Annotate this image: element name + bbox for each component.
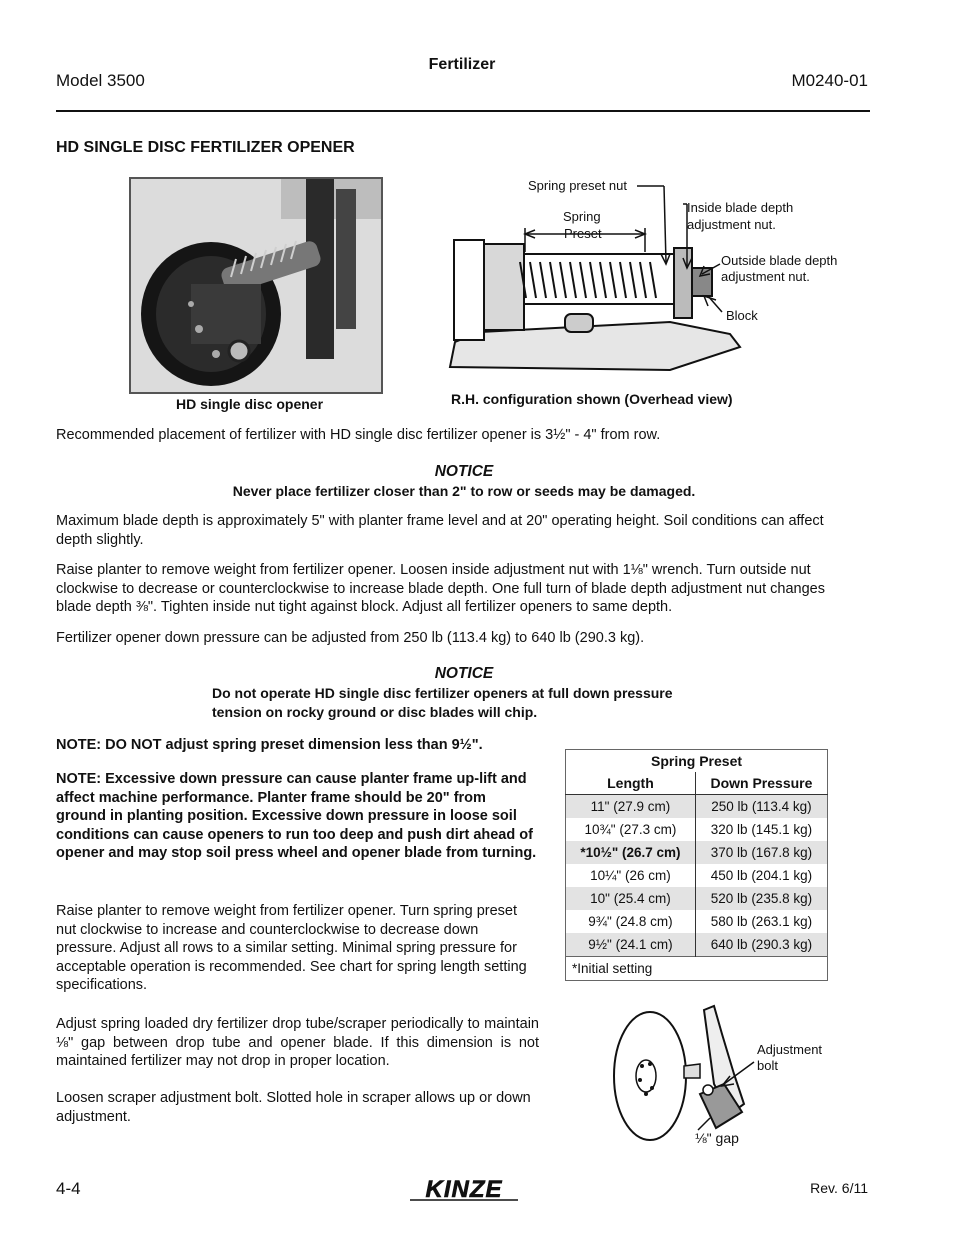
- scraper-diagram: [604, 1004, 864, 1154]
- table-row: [566, 864, 828, 887]
- table-footnote: *Initial setting: [566, 957, 828, 981]
- table-row: [566, 933, 828, 957]
- paragraph-drop-tube: Adjust spring loaded dry fertilizer drop tube/scraper periodically to maintain ⅛" gap between drop tube and opener blade. If this dimension is not maintained fertilizer may not drop in proper location.: [56, 1016, 539, 1069]
- table-row: [566, 910, 828, 933]
- chapter-title: Fertilizer: [428, 56, 496, 73]
- notice-text-1: Never place fertilizer closer than 2" to row or seeds may be damaged.: [232, 483, 696, 499]
- label-block: Block: [726, 308, 758, 323]
- notice-text-2b: tension on rocky ground or disc blades will chip.: [212, 704, 538, 720]
- label-outside-nut-2: adjustment nut.: [721, 269, 810, 284]
- table-cell-length: 10¼" (26 cm): [566, 864, 696, 887]
- paragraph-blade-depth: Maximum blade depth is approximately 5" with planter frame level and at 20" operating height. Soil conditions can affect depth slightly.: [56, 513, 824, 548]
- label-preset: Preset: [564, 226, 602, 241]
- header-divider: [56, 110, 870, 112]
- table-cell-length: 11" (27.9 cm): [566, 795, 696, 819]
- paragraph-scraper: Loosen scraper adjustment bolt. Slotted hole in scraper allows up or down adjustment.: [56, 1090, 531, 1125]
- paragraph-adjust-depth: Raise planter to remove weight from fertilizer opener. Loosen inside adjustment nut with 1⅛" wrench. Turn outside nut clockwise to decrease or counterclockwise to increase blade depth. One full turn of blade depth adjustment nut changes blade depth ⅜". Tighten inside nut tight against block. Adjust all fertilizer openers to same depth.: [56, 562, 825, 615]
- table-cell-pressure: 520 lb (235.8 kg): [695, 887, 827, 910]
- note-spring-preset: NOTE: DO NOT adjust spring preset dimension less than 9½".: [56, 737, 483, 753]
- table-header-length: Length: [566, 772, 696, 795]
- diagram-caption: R.H. configuration shown (Overhead view): [451, 391, 733, 407]
- spring-preset-table: [565, 749, 828, 981]
- revision-date: Rev. 6/11: [810, 1180, 868, 1196]
- paragraph-placement: Recommended placement of fertilizer with HD single disc fertilizer opener is 3½" - 4" from row.: [56, 427, 661, 443]
- model-label: Model 3500: [56, 71, 145, 90]
- table-cell-length: 9½" (24.1 cm): [566, 933, 696, 957]
- overhead-diagram: [440, 172, 860, 380]
- opener-photo: [129, 177, 383, 394]
- kinze-logo: [404, 1176, 524, 1202]
- notice-heading-2: NOTICE: [434, 665, 494, 682]
- table-row: [566, 841, 828, 864]
- label-spring-preset-nut: Spring preset nut: [528, 178, 628, 193]
- label-gap: ⅛" gap: [695, 1130, 739, 1146]
- table-cell-length: 10¾" (27.3 cm): [566, 818, 696, 841]
- document-number: M0240-01: [791, 71, 868, 90]
- table-title: Spring Preset: [650, 753, 743, 769]
- paragraph-spring-nut: Raise planter to remove weight from fertilizer opener. Turn spring preset nut clockwise to increase and counterclockwise to decrease down pressure. Adjust all rows to a similar setting. Minimal spring pressure for acceptable operation is recommended. See chart for spring length setting specifications.: [56, 903, 527, 993]
- label-inside-nut-1: Inside blade depth: [687, 200, 794, 215]
- label-adjustment: Adjustment: [757, 1042, 823, 1057]
- paragraph-down-pressure: Fertilizer opener down pressure can be adjusted from 250 lb (113.4 kg) to 640 lb (290.3 kg).: [56, 630, 645, 646]
- notice-text-2a: Do not operate HD single disc fertilizer openers at full down pressure: [212, 685, 673, 701]
- label-outside-nut-1: Outside blade depth: [721, 253, 838, 268]
- logo-text: KINZE: [425, 1176, 503, 1202]
- table-cell-length: 10" (25.4 cm): [566, 887, 696, 910]
- table-cell-pressure: 450 lb (204.1 kg): [710, 868, 813, 883]
- label-spring: Spring: [563, 209, 601, 224]
- table-row: [566, 795, 828, 819]
- table-row: [566, 818, 828, 841]
- label-inside-nut-2: adjustment nut.: [687, 217, 776, 232]
- table-header-pressure: Down Pressure: [695, 772, 827, 795]
- table-cell-length: *10½" (26.7 cm): [566, 841, 696, 864]
- table-cell-length: 9¾" (24.8 cm): [566, 910, 696, 933]
- table-cell-pressure: 250 lb (113.4 kg): [695, 795, 827, 819]
- table-cell-pressure: 320 lb (145.1 kg): [710, 822, 813, 837]
- table-row: [566, 887, 828, 910]
- table-cell-pressure: 370 lb (167.8 kg): [695, 841, 827, 864]
- note-excessive-pressure: NOTE: Excessive down pressure can cause planter frame up-lift and affect machine performance. Planter frame should be 20" from ground in planting position. Excessive down pressure in loose soil conditions can cause openers to run too deep and push dirt ahead of opener and may stop soil press wheel and opener blade from turning.: [56, 771, 537, 861]
- notice-heading-1: NOTICE: [434, 463, 494, 480]
- table-cell-pressure: 580 lb (263.1 kg): [710, 914, 813, 929]
- photo-caption: HD single disc opener: [176, 396, 324, 412]
- page-number: 4-4: [56, 1179, 81, 1198]
- section-title: HD SINGLE DISC FERTILIZER OPENER: [56, 139, 355, 156]
- label-bolt: bolt: [757, 1058, 778, 1073]
- table-cell-pressure: 640 lb (290.3 kg): [695, 933, 827, 957]
